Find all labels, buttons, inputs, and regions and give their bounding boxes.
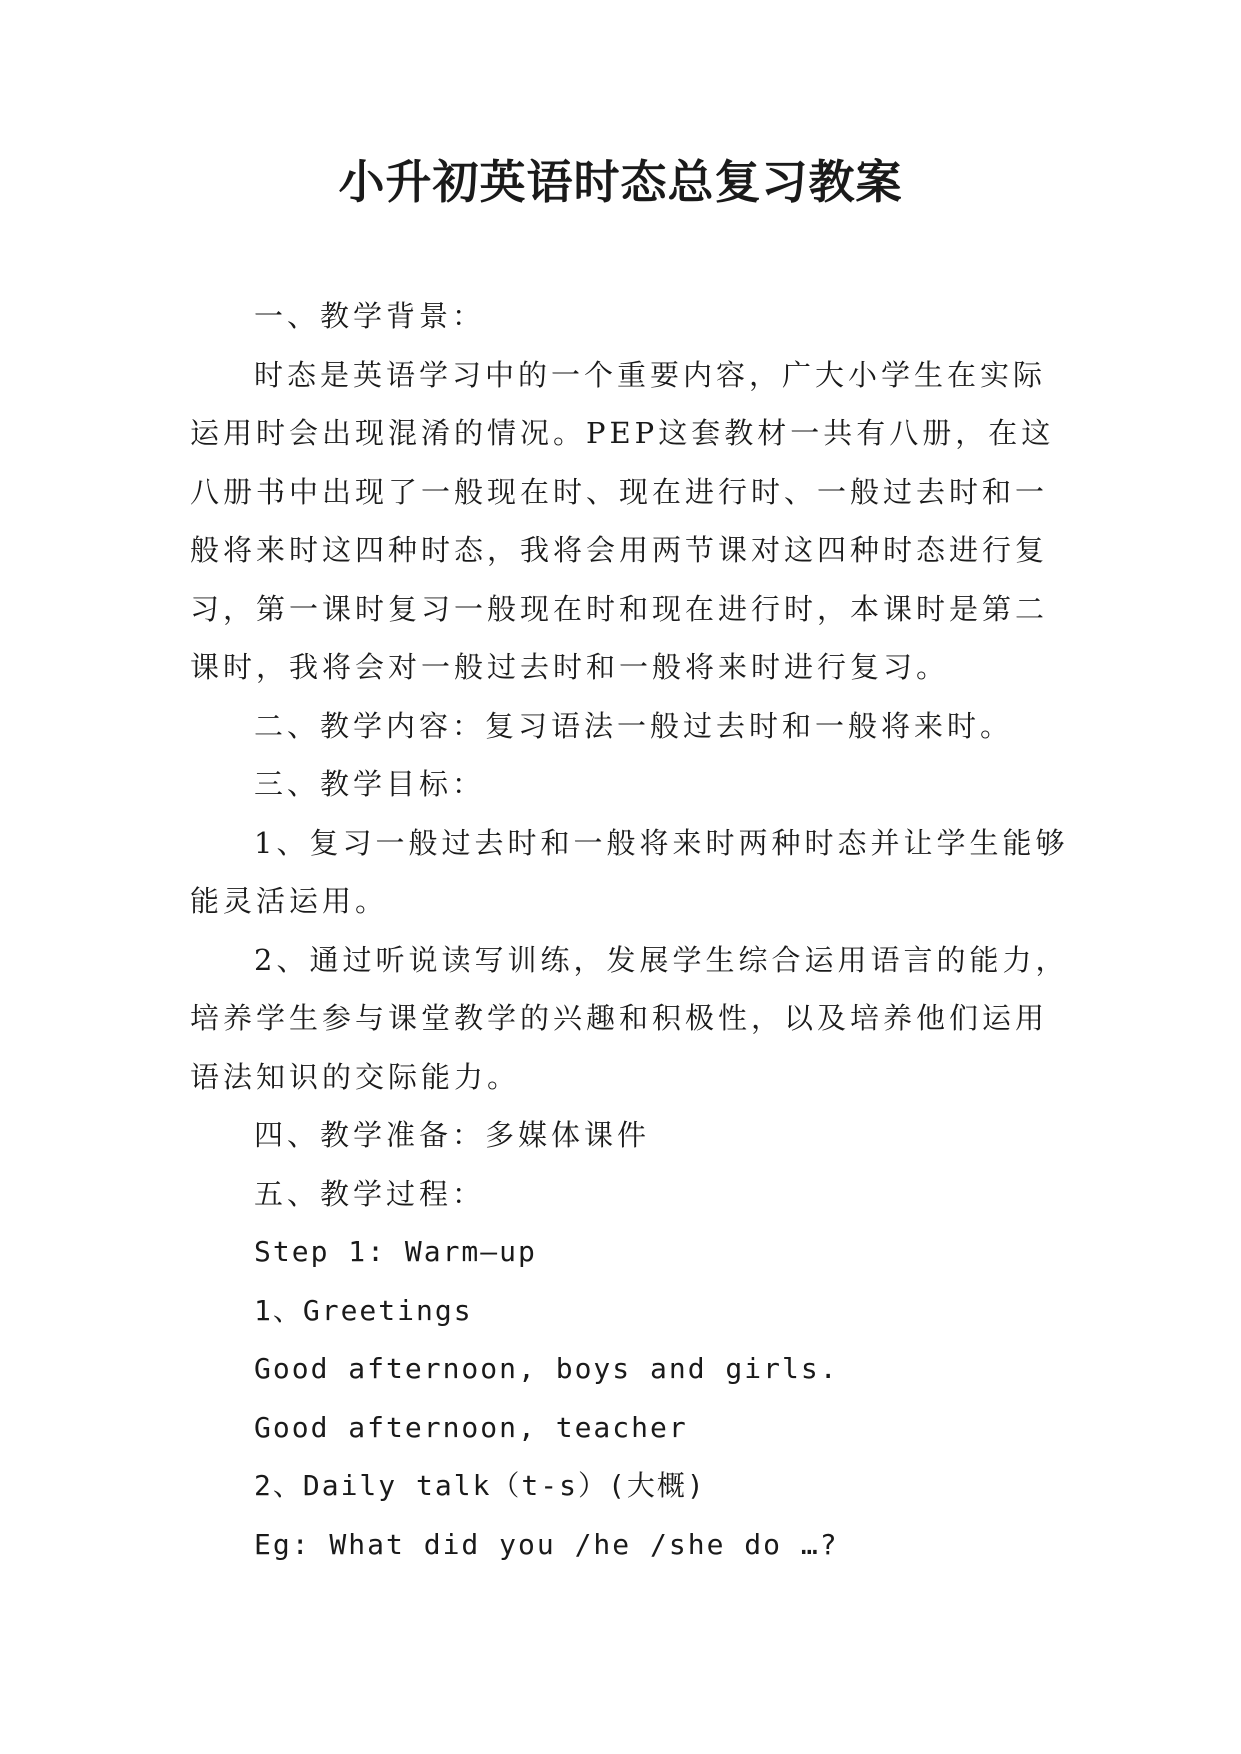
paragraph-background-text: 时态是英语学习中的一个重要内容，广大小学生在实际运用时会出现混淆的情况。PEP这套教材一共有八册，在这八册书中出现了一般现在时、现在进行时、一般过去时和一般将来时这四种时态，我将会用两节课对这四种时态进行复习，第一课时复习一般现在时和现在进行时，本课时是第二课时，我将会对一般过去时和一般将来时进行复习。 xyxy=(190,357,1055,684)
paragraph-objective-2: 2、通过听说读写训练，发展学生综合运用语言的能力，培养学生参与课堂教学的兴趣和积极性，以及培养他们运用语法知识的交际能力。 xyxy=(190,942,1069,1094)
paragraph-greeting-line-1: Good afternoon, boys and girls. xyxy=(254,1352,839,1385)
paragraph-process-heading: 五、教学过程： xyxy=(254,1176,486,1211)
document-title: 小升初英语时态总复习教案 xyxy=(338,155,903,209)
paragraph-objective-1: 1、复习一般过去时和一般将来时两种时态并让学生能够能灵活运用。 xyxy=(190,825,1069,918)
paragraph-daily-talk: 2、Daily talk（t-s）(大概) xyxy=(254,1469,706,1502)
document-body xyxy=(190,287,1070,1574)
paragraph-preparation: 四、教学准备：多媒体课件 xyxy=(254,1118,651,1152)
paragraph-example: Eg: What did you /he /she do …? xyxy=(254,1527,839,1561)
paragraph-content: 二、教学内容：复习语法一般过去时和一般将来时。 xyxy=(254,708,1014,743)
paragraph-step-1: Step 1: Warm—up xyxy=(254,1235,537,1268)
paragraph-greetings: 1、Greetings xyxy=(254,1293,473,1327)
paragraph-greeting-line-2: Good afternoon, teacher xyxy=(254,1410,688,1444)
paragraph-background-heading: 一、教学背景： xyxy=(254,299,486,333)
paragraph-objectives-heading: 三、教学目标： xyxy=(254,767,486,801)
